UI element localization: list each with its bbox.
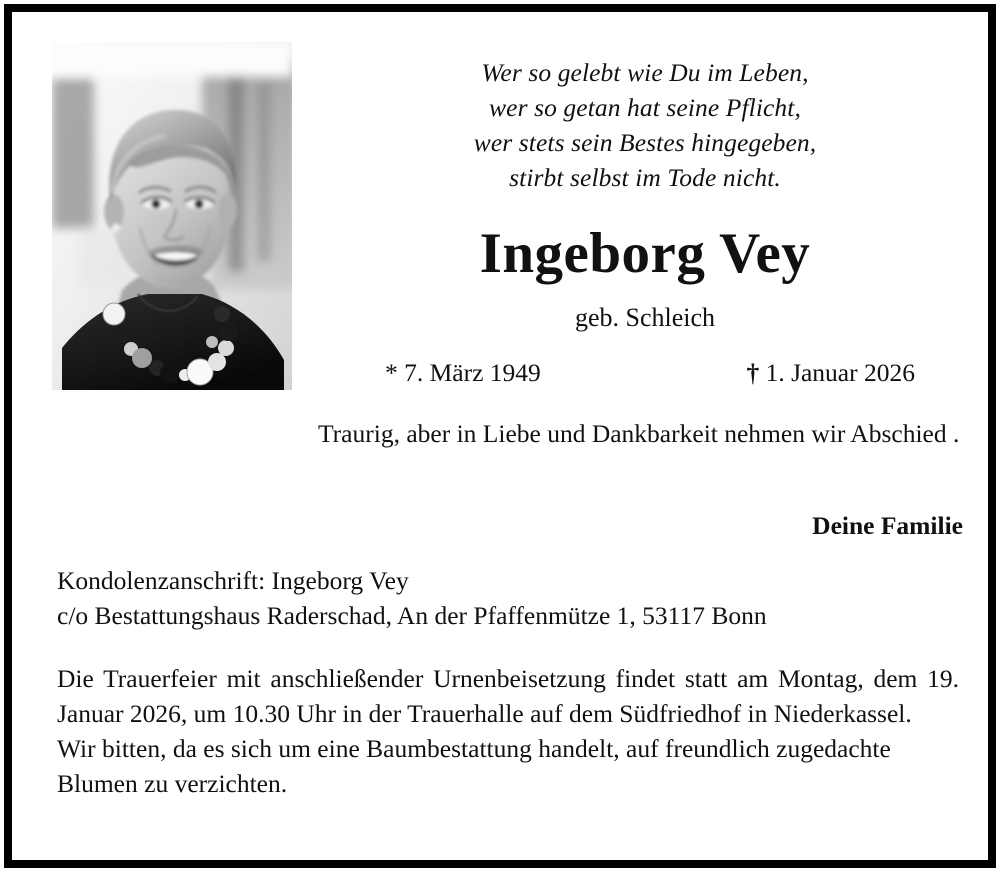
condolence-address <box>57 563 957 633</box>
deceased-maiden-name: geb. Schleich <box>574 303 716 332</box>
portrait-photo <box>52 42 292 390</box>
poem-line-2: wer so getan hat seine Pflicht, <box>489 93 801 122</box>
life-dates <box>335 356 955 390</box>
poem-line-1: Wer so gelebt wie Du im Leben, <box>481 58 809 87</box>
flowers-request: Wir bitten, da es sich um eine Baumbestattung handelt, auf freundlich zugedachte Blumen zu verzichten. <box>57 734 891 798</box>
death-date <box>746 356 915 390</box>
poem-line-4: stirbt selbst im Tode nicht. <box>509 163 781 192</box>
funeral-details <box>57 661 959 801</box>
memorial-poem <box>315 55 975 195</box>
birth-date-text: 7. März 1949 <box>404 358 541 387</box>
birth-date <box>385 356 541 390</box>
deceased-name: Ingeborg Vey <box>479 222 811 285</box>
birth-symbol-icon: * <box>385 358 398 387</box>
poem-line-3: wer stets sein Bestes hingegeben, <box>473 128 817 157</box>
family-signature: Deine Familie <box>812 511 963 540</box>
condolence-line-1: Kondolenzanschrift: Ingeborg Vey <box>57 566 409 595</box>
death-date-text: 1. Januar 2026 <box>765 358 915 387</box>
funeral-service-info: Die Trauerfeier mit anschließender Urnenbeisetzung findet statt am Montag, dem 19. Januar 2026, um 10.30 Uhr in der Trauerhalle auf dem Südfriedhof in Niederkassel. <box>57 664 959 728</box>
cross-icon: † <box>746 358 760 387</box>
farewell-text: Traurig, aber in Liebe und Dankbarkeit nehmen wir Abschied . <box>318 419 960 448</box>
notice-content-area <box>15 15 985 857</box>
condolence-line-2: c/o Bestattungshaus Raderschad, An der Pfaffenmütze 1, 53117 Bonn <box>57 601 767 630</box>
